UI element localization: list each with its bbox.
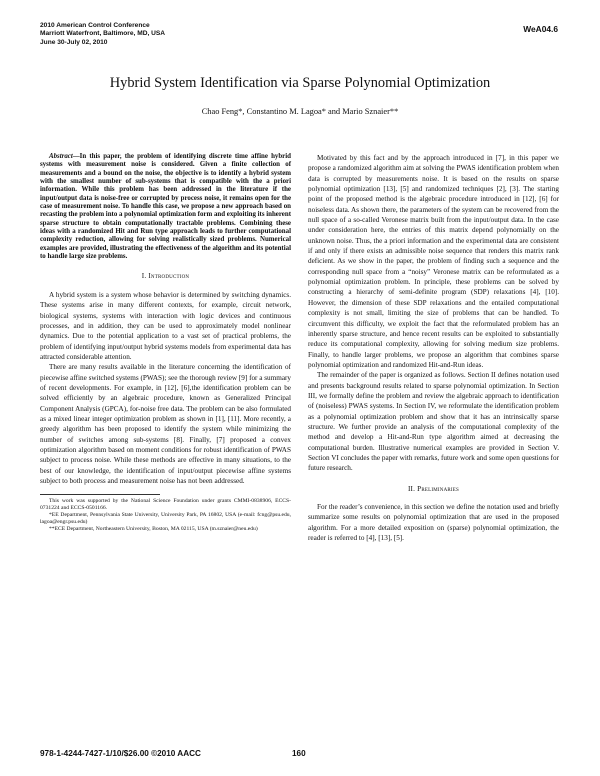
session-code: WeA04.6 bbox=[523, 24, 558, 34]
section-heading-introduction: I. Introduction bbox=[141, 272, 190, 281]
conference-venue: Marriott Waterfront, Baltimore, MD, USA bbox=[40, 30, 166, 38]
abstract-lead: Abstract bbox=[49, 153, 73, 160]
footnote-affiliation-neu: **ECE Department, Northeastern University, Boston, MA 02115, USA (m.sznaier@neu.edu) bbox=[49, 526, 258, 533]
conference-header bbox=[40, 22, 165, 47]
prelim-paragraph-1: For the reader’s convenience, in this section we define the notation used and briefly summarize some results on polynomial optimization that are used in the proposed algorithm. For a more detailed exposition on (sparse) polynomial optimization, the reader is referred to [4], [13], [5]. bbox=[308, 503, 559, 543]
abstract-text: —In this paper, the problem of identifying discrete time affine hybrid systems with measurement noise is considered. Given a finite collection of measurements and a bound on the noise, the objective is to identify a hybrid system with the smallest number of sub-systems that is compatible with the a priori information. While this problem has been addressed in the literature if the input/output data is noise-free or corrupted by process noise, it remains open for the case of measurement noise. To handle this case, we propose a new approach based on recasting the problem into a polynomial optimization form and exploiting its inherent sparse structure to obtain computationally tractable problems. Combining these ideas with a randomized Hit and Run type approach leads to further computational complexity reduction, allowing for solving realistically sized problems. Numerical examples are provided, illustrating the effectiveness of the algorithm and its potential to handle large size problems. bbox=[40, 153, 291, 261]
footer-isbn: 978-1-4244-7427-1/10/$26.00 ©2010 AACC bbox=[40, 749, 201, 758]
footnote-funding: This work was supported by the National Science Foundation under grants CMMI-0838906, ECCS-0731224 and ECCS-0501166. bbox=[40, 498, 291, 512]
intro-paragraph-1: A hybrid system is a system whose behavior is determined by switching dynamics. These systems arise in many different contexts, for example, circuit network, biological systems, systems with interaction with logic devices and continuous processes, and in addition, they can be used to approximately model nonlinear dynamics. Due to the potential application to a vast set of practical problems, the problem of identifying input/output hybrid systems models from experimental data has attracted considerable attention. bbox=[40, 290, 291, 361]
conference-name: 2010 American Control Conference bbox=[40, 22, 150, 29]
abstract bbox=[40, 153, 291, 261]
paper-title: Hybrid System Identification via Sparse Polynomial Optimization bbox=[109, 75, 491, 91]
section-heading-preliminaries: II. Preliminaries bbox=[407, 484, 460, 493]
footer-page-number: 160 bbox=[292, 749, 306, 758]
footnote-rule bbox=[40, 494, 160, 495]
intro-paragraph-2: There are many results available in the literature concerning the identification of piecewise affine switched systems (PWAS); see the thorough review [9] for a summary of recent developments. For example, in [12], [6],the identification problem can be solved efficiently by an algebraic procedure, known as Generalized Principal Component Analysis (GPCA), for-noise free data. The problem can be also formulated as a mixed linear integer optimization problem as shown in [1], [11]. More recently, a greedy algorithm has been proposed to identify the system while minimizing the number of switches among sub-systems [8]. Finally, [7] proposed a convex optimization algorithm based on moment conditions for robust identification of PWAS subject to process noise. While these methods are effective in many situations, to the best of our knowledge, the identification of input/output piecewise affine systems subject to both process and measurement noise has not been addressed. bbox=[40, 363, 291, 485]
paper-authors: Chao Feng*, Constantino M. Lagoa* and Mario Sznaier** bbox=[201, 107, 399, 116]
intro-paragraph-4: The remainder of the paper is organized as follows. Section II defines notation used and presents background results related to sparse polynomial optimization. In Section III, we formally define the problem and review the algebraic approach to identification of (noiseless) PWAS systems. In Section IV, we reformulate the identification problem as a polynomial optimization problem and show that it has an intrinsically sparse structure. We further provide an analysis of the computational complexity of the method and develop a Hit-and-Run type algorithm aimed at decreasing the computational burden. Illustrative numerical examples are provided in Section V. Section VI concludes the paper with remarks, future work and some open questions for future research. bbox=[308, 371, 559, 473]
conference-dates: June 30-July 02, 2010 bbox=[40, 38, 108, 46]
right-column bbox=[308, 153, 559, 543]
left-column bbox=[40, 153, 291, 533]
footnote-affiliation-psu: *EE Department, Pennsylvania State University, University Park, PA 16802, USA (e-mail: fcng@psu.edu, lagoa@engr.psu.edu) bbox=[40, 512, 291, 526]
intro-paragraph-3: Motivated by this fact and by the approach introduced in [7], in this paper we propose a randomized algorithm aim at solving the PWAS identification problem when data is corrupted by measurements noise. It is based on the results on sparse polynomial optimization [13], [5] and randomized techniques [2], [3]. The starting point of the proposed method is the algebraic procedure introduced in [12], [6] for noiseless data. As shown there, the parameters of the system can be recovered from the null space of a so-called Veronese matrix built from the input/output data. In the case under consideration here, the entries of this matrix depend polynomially on the unknown noise. Thus, the a priori information and the experimental data are consistent if and only if there exists an admissible noise sequence that renders this matrix rank deficient. As we show in the paper, the problem of finding such a sequence and the corresponding null space from a “noisy” Veronese matrix can be reformulated as a polynomial optimization problem. In principle, these problems can be solved by constructing a hierarchy of semi-definite program (SDP) relaxations [4], [10]. However, the dimension of these SDP relaxations and the entailed computational complexity is not small, limiting the size of problems that can be handled. To circumvent this difficulty, we exploit the fact that the reformulated problem has an inherently sparse structure, and hence recent results can be exploited to substantially reduce its computational complexity, allowing for solving medium size problems. Finally, to handle larger problems, we propose an algorithm that combines sparse polynomial optimization and randomized Hit-and-Run ideas. bbox=[308, 154, 559, 369]
